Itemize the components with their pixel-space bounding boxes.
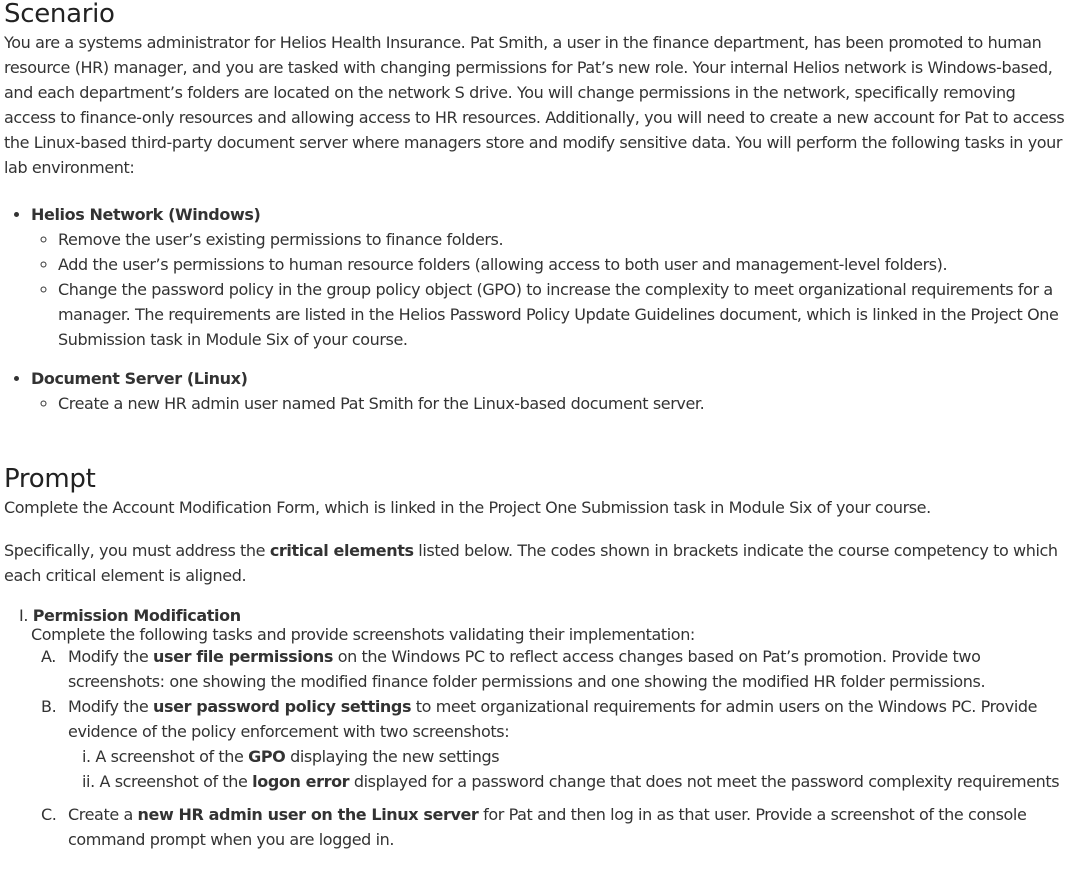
task-windows <box>31 202 1069 352</box>
bold-text: GPO <box>248 747 286 766</box>
critical-elements-paragraph <box>4 538 1069 588</box>
text-span: displayed for a password change that does not meet the password complexity requirements <box>349 772 1060 791</box>
task-title: Document Server (Linux) <box>31 369 248 388</box>
text-span: to meet organizational requirements for admin users on the Windows PC. Provide evidence of the policy enforcement with two screenshots: <box>68 697 1038 741</box>
item-lead: A. <box>41 647 56 666</box>
text-span: Create a <box>68 805 138 824</box>
section-title-text: Permission Modification <box>32 606 241 625</box>
item-lead: i. <box>82 747 91 766</box>
item-a <box>41 644 1069 694</box>
item-b-subitems <box>68 744 1069 794</box>
task-list <box>4 202 1069 416</box>
task-items <box>31 227 1069 352</box>
text-span: displaying the new settings <box>285 747 500 766</box>
text-span: A screenshot of the <box>95 747 249 766</box>
text-span: A screenshot of the <box>99 772 253 791</box>
list-item: ◦ Add the user’s permissions to human resource folders (allowing access to both user and management-level folders). <box>58 252 1069 277</box>
section-number: I. <box>19 606 29 625</box>
text-span: listed below. The codes shown in brackets indicate the course competency to which each critical element is aligned. <box>4 541 1058 585</box>
list-item: ◦ Create a new HR admin user named Pat Smith for the Linux-based document server. <box>58 391 1069 416</box>
text-span: on the Windows PC to reflect access changes based on Pat’s promotion. Provide two screenshots: one showing the modified finance folder permissions and one showing the modified HR folder permissions. <box>68 647 986 691</box>
bold-text: user password policy settings <box>153 697 412 716</box>
prompt-heading: Prompt <box>4 464 96 494</box>
text-span: Modify the <box>68 647 154 666</box>
list-item: ◦ Change the password policy in the group policy object (GPO) to increase the complexity to meet organizational requirements for a manager. The requirements are listed in the Helios Password Policy Update Guidelines document, which is linked in the Project One Submission task in Module Six of your course. <box>58 277 1069 352</box>
item-c <box>41 802 1069 852</box>
section-title <box>19 606 1069 625</box>
text-span: Modify the <box>68 697 154 716</box>
section-intro: Complete the following tasks and provide screenshots validating their implementation: <box>31 625 695 644</box>
item-lead: ii. <box>82 772 95 791</box>
scenario-heading: Scenario <box>4 0 115 29</box>
bold-text: new HR admin user on the Linux server <box>137 805 479 824</box>
section-items <box>41 644 1069 852</box>
item-b <box>41 694 1069 794</box>
item-lead: B. <box>41 697 57 716</box>
subitem-i <box>82 744 1069 769</box>
task-linux <box>31 366 1069 416</box>
list-item: ◦ Remove the user’s existing permissions to finance folders. <box>58 227 1069 252</box>
text-span: for Pat and then log in as that user. Provide a screenshot of the console command prompt when you are logged in. <box>68 805 1027 849</box>
bold-text: logon error <box>252 772 350 791</box>
bold-text: critical elements <box>269 541 414 560</box>
bold-text: user file permissions <box>153 647 334 666</box>
task-items <box>31 391 1069 416</box>
scenario-paragraph: You are a systems administrator for Helios Health Insurance. Pat Smith, a user in the finance department, has been promoted to human resource (HR) manager, and you are tasked with changing permissions for Pat’s new role. Your internal Helios network is Windows-based, and each department’s folders are located on the network S drive. You will change permissions in the network, specifically removing access to finance-only resources and allowing access to HR resources. Additionally, you will need to create a new account for Pat to access the Linux-based third-party document server where managers store and modify sensitive data. You will perform the following tasks in your lab environment: <box>4 33 1065 177</box>
subitem-ii <box>82 769 1069 794</box>
item-lead: C. <box>41 805 57 824</box>
text-span: Specifically, you must address the <box>4 541 270 560</box>
section-permission-modification <box>19 606 1069 852</box>
task-title: Helios Network (Windows) <box>31 205 261 224</box>
prompt-paragraph: Complete the Account Modification Form, which is linked in the Project One Submission task in Module Six of your course. <box>4 498 931 517</box>
critical-elements-list <box>4 606 1069 852</box>
